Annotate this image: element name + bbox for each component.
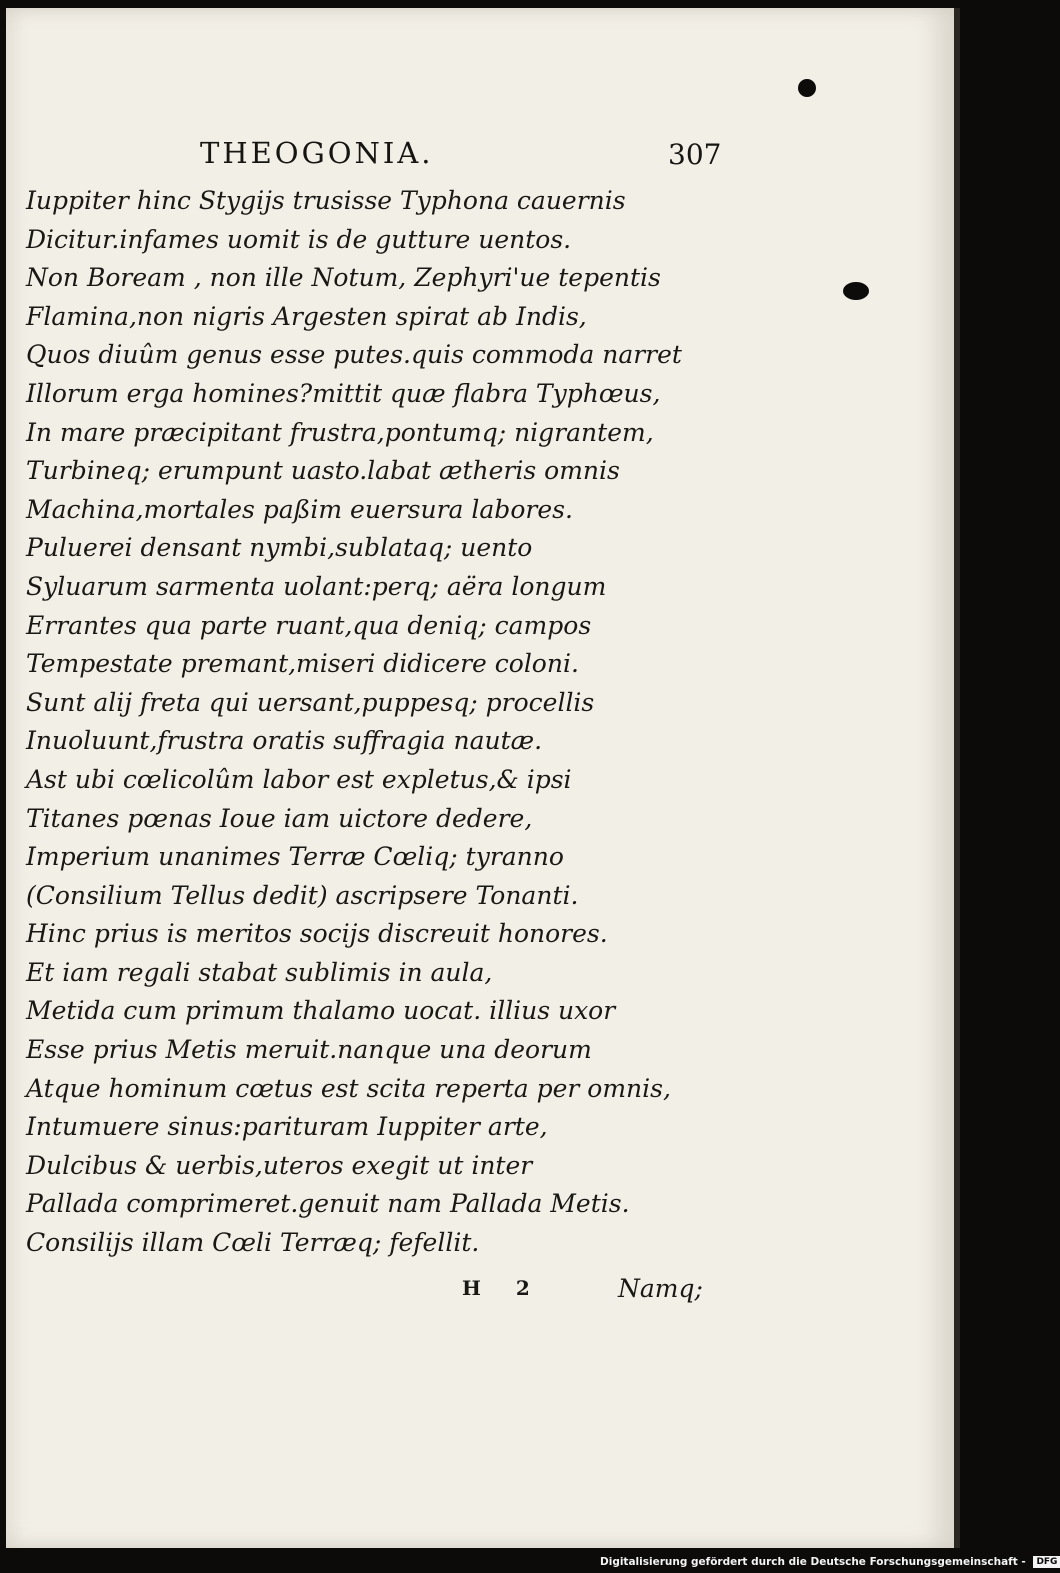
page-edge xyxy=(954,8,960,1548)
catchword: Namq; xyxy=(618,1274,703,1303)
verse-line: Inuoluunt,frustra oratis suffragia nautæ. xyxy=(26,726,543,756)
verse-line: Atque hominum cœtus est scita reperta per omnis, xyxy=(26,1073,671,1103)
running-head-title: THEOGONIA. xyxy=(200,136,434,170)
verse-line: Flamina,non nigris Argesten spirat ab Indis, xyxy=(26,301,587,331)
verse-line: Pallada comprimeret.genuit nam Pallada Metis. xyxy=(26,1189,630,1219)
verse-line: Turbineq; erumpunt uasto.labat ætheris omnis xyxy=(26,456,620,486)
dfg-logo: DFG xyxy=(1033,1556,1060,1568)
verse-line: Titanes pœnas Ioue iam uictore dedere, xyxy=(26,803,533,833)
credit-text: Digitalisierung gefördert durch die Deutsche Forschungsgemeinschaft - xyxy=(600,1556,1026,1568)
verse-line: Syluarum sarmenta uolant:perq; aëra longum xyxy=(26,571,607,601)
verse-line: Illorum erga homines?mittit quæ flabra Typhœus, xyxy=(26,378,661,408)
verse-line: (Consilium Tellus dedit) ascripsere Tonanti. xyxy=(26,880,579,910)
verse-line: Esse prius Metis meruit.nanque una deorum xyxy=(26,1035,592,1065)
page-number: 307 xyxy=(668,138,722,171)
verse-line: Consilijs illam Cœli Terræq; fefellit. xyxy=(26,1228,480,1258)
verse-line: Quos diuûm genus esse putes.quis commoda narret xyxy=(26,340,682,370)
verse-line: Errantes qua parte ruant,qua deniq; campos xyxy=(26,610,592,640)
verse-line: Imperium unanimes Terræ Cœliq; tyranno xyxy=(26,842,564,872)
verse-line: Iuppiter hinc Stygijs trusisse Typhona cauernis xyxy=(26,186,626,215)
ink-blot xyxy=(843,282,869,300)
verse-line: Sunt alij freta qui uersant,puppesq; procellis xyxy=(26,687,595,717)
verse-line: Puluerei densant nymbi,sublataq; uento xyxy=(26,533,533,563)
verse-line: Dulcibus & uerbis,uteros exegit ut inter xyxy=(26,1150,533,1180)
verse-line: In mare præcipitant frustra,pontumq; nigrantem, xyxy=(26,417,654,447)
verse-line: Ast ubi cœlicolûm labor est expletus,& ipsi xyxy=(26,764,572,794)
verse-line: Machina,mortales paßim euersura labores. xyxy=(26,494,573,524)
verse-line: Et iam regali stabat sublimis in aula, xyxy=(26,957,493,987)
verse-line: Intumuere sinus:parituram Iuppiter arte, xyxy=(26,1112,548,1142)
verse-line: Tempestate premant,miseri didicere coloni. xyxy=(26,649,579,679)
verse-text xyxy=(26,182,682,1263)
verse-line: Hinc prius is meritos socijs discreuit honores. xyxy=(26,919,608,949)
signature-mark: H 2 xyxy=(462,1276,544,1300)
verse-line: Metida cum primum thalamo uocat. illius uxor xyxy=(26,996,616,1026)
ink-blot xyxy=(798,79,816,97)
verse-line: Non Boream , non ille Notum, Zephyri'ue tepentis xyxy=(26,263,661,293)
verse-line: Dicitur.infames uomit is de gutture uentos. xyxy=(26,224,572,254)
digitization-credit xyxy=(600,1553,1060,1571)
